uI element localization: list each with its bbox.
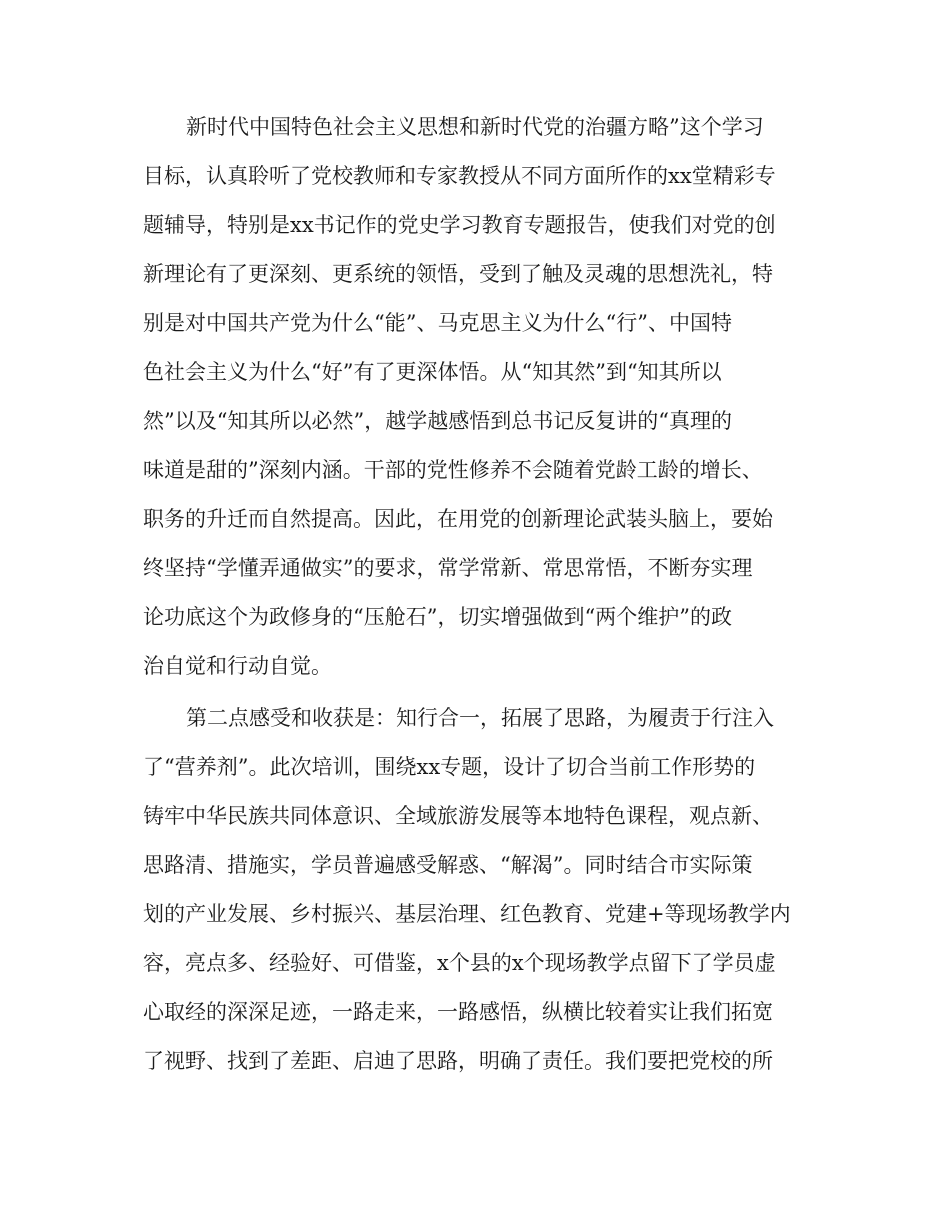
- paragraph-1-line-11: 论功底这个为政修身的“压舱石”，切实增强做到“两个维护”的政: [143, 605, 732, 629]
- paragraph-1-line-12: 治自觉和行动自觉。: [143, 654, 332, 678]
- paragraph-1-line-1: 新时代中国特色社会主义思想和新时代党的治疆方略”这个学习: [186, 115, 764, 139]
- paragraph-1-line-3: 题辅导，特别是xx书记作的党史学习教育专题报告，使我们对党的创: [143, 213, 776, 237]
- paragraph-1-line-10: 终坚持“学懂弄通做实”的要求，常学常新、常思常悟，不断夯实理: [143, 556, 753, 580]
- paragraph-2-line-6: 容，亮点多、经验好、可借鉴，x个县的x个现场教学点留下了学员虚: [143, 951, 776, 975]
- paragraph-1-line-6: 色社会主义为什么“好”有了更深体悟。从“知其然”到“知其所以: [143, 360, 722, 384]
- paragraph-2-line-4: 思路清、措施实，学员普遍感受解惑、“解渴”。同时结合市实际策: [143, 853, 753, 877]
- paragraph-2-line-5: 划的产业发展、乡村振兴、基层治理、红色教育、党建+等现场教学内: [143, 902, 791, 926]
- paragraph-2-line-7: 心取经的深深足迹，一路走来，一路感悟，纵横比较着实让我们拓宽: [143, 1000, 773, 1024]
- paragraph-2-line-1: 第二点感受和收获是：知行合一，拓展了思路，为履责于行注入: [186, 706, 774, 730]
- paragraph-2-line-2: 了“营养剂”。此次培训，围绕xx专题，设计了切合当前工作形势的: [143, 755, 756, 779]
- paragraph-2-line-3: 铸牢中华民族共同体意识、全域旅游发展等本地特色课程，观点新、: [143, 804, 773, 828]
- paragraph-1-line-2: 目标，认真聆听了党校教师和专家教授从不同方面所作的xx堂精彩专: [143, 164, 776, 188]
- paragraph-2-line-8: 了视野、找到了差距、启迪了思路，明确了责任。我们要把党校的所: [143, 1049, 773, 1073]
- paragraph-1-line-5: 别是对中国共产党为什么“能”、马克思主义为什么“行”、中国特: [143, 311, 732, 335]
- paragraph-1-line-7: 然”以及“知其所以必然”，越学越感悟到总书记反复讲的“真理的: [143, 409, 732, 433]
- paragraph-1-line-8: 味道是甜的”深刻内涵。干部的党性修养不会随着党龄工龄的增长、: [143, 458, 763, 482]
- paragraph-1-line-4: 新理论有了更深刻、更系统的领悟，受到了触及灵魂的思想洗礼，特: [143, 262, 773, 286]
- paragraph-1-line-9: 职务的升迁而自然提高。因此，在用党的创新理论武装头脑上，要始: [143, 507, 773, 531]
